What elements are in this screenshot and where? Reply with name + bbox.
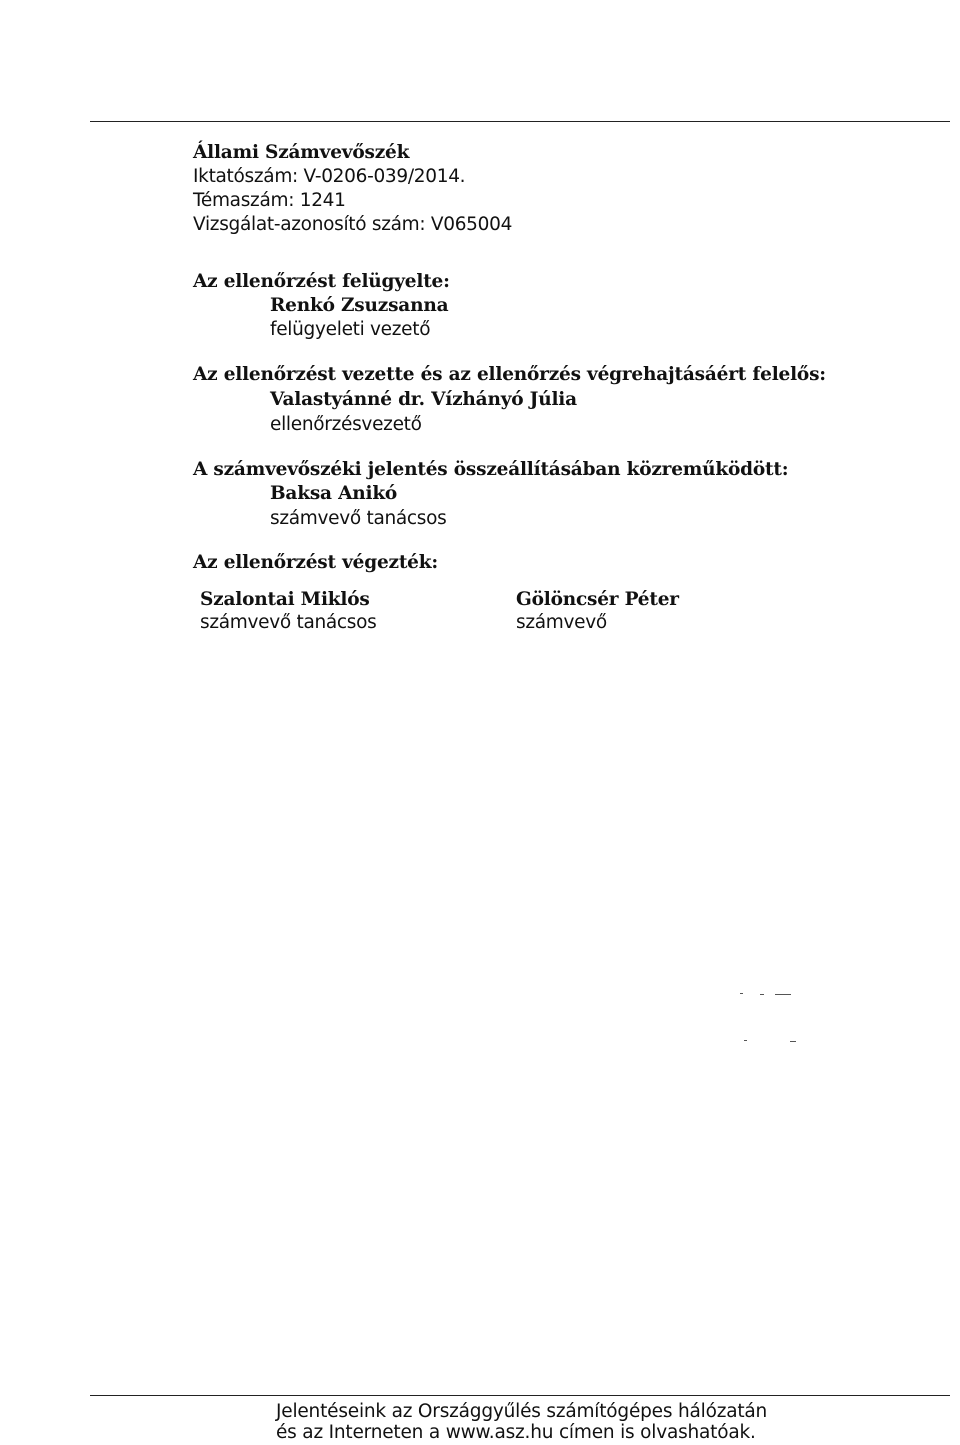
scan-speck — [740, 993, 743, 994]
leader-role: ellenőrzésvezető — [270, 414, 422, 435]
topic-number: Témaszám: 1241 — [193, 190, 346, 211]
top-rule — [90, 121, 950, 122]
footer-line-1: Jelentéseink az Országgyűlés számítógépes hálózatán — [276, 1401, 768, 1422]
performed-heading: Az ellenőrzést végezték: — [193, 552, 439, 573]
supervisor-role: felügyeleti vezető — [270, 319, 431, 340]
auditor-name: Szalontai Miklós — [200, 589, 370, 610]
ref-number: Iktatószám: V-0206-039/2014. — [193, 166, 466, 187]
auditor-role: számvevő — [516, 612, 607, 633]
leader-name: Valastyánné dr. Vízhányó Júlia — [270, 389, 577, 410]
scan-speck — [790, 1041, 796, 1042]
supervised-heading: Az ellenőrzést felügyelte: — [193, 271, 450, 292]
auditor-role: számvevő tanácsos — [200, 612, 377, 633]
contributor-role: számvevő tanácsos — [270, 508, 447, 529]
scan-speck — [744, 1040, 747, 1041]
org-name: Állami Számvevőszék — [193, 142, 410, 163]
contributor-name: Baksa Anikó — [270, 483, 398, 504]
supervisor-name: Renkó Zsuzsanna — [270, 295, 449, 316]
scan-speck — [760, 994, 764, 995]
audit-id: Vizsgálat-azonosító szám: V065004 — [193, 214, 513, 235]
led-heading: Az ellenőrzést vezette és az ellenőrzés végrehajtásáért felelős: — [193, 364, 826, 385]
footer-rule — [90, 1395, 950, 1396]
auditor-name: Gölöncsér Péter — [516, 589, 679, 610]
scan-speck — [775, 994, 791, 995]
contributed-heading: A számvevőszéki jelentés összeállításában közreműködött: — [193, 459, 789, 480]
footer-line-2: és az Interneten a www.asz.hu címen is olvashatóak. — [276, 1422, 756, 1443]
